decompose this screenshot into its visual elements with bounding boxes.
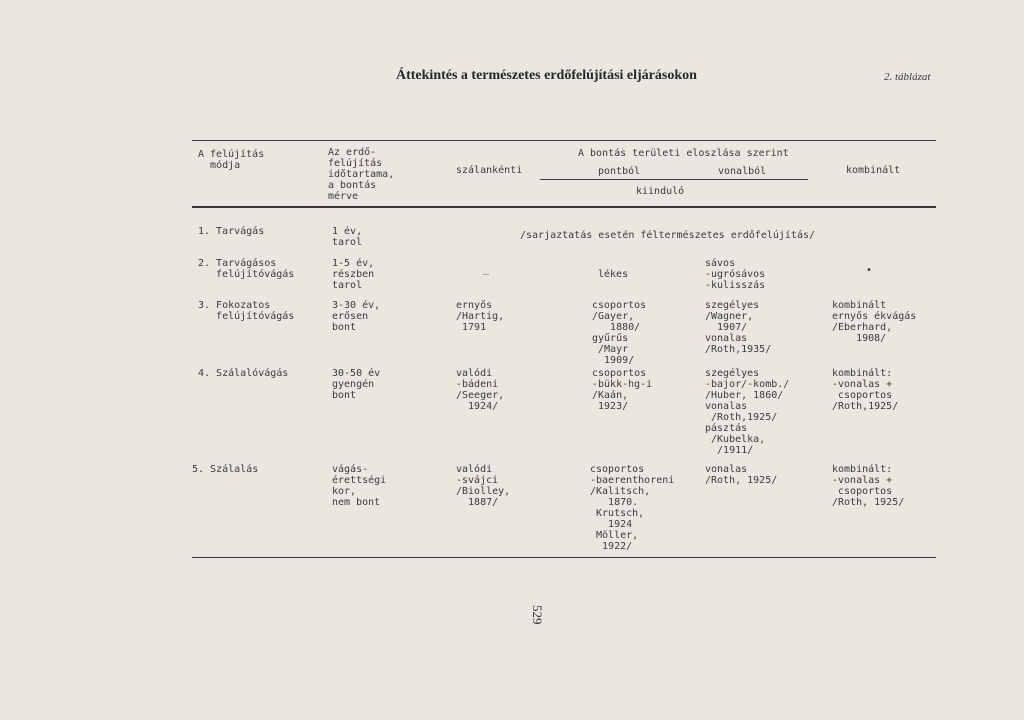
- page-number: 529: [530, 605, 545, 625]
- row4-single: valódi -bádeni /Seeger, 1924/: [456, 368, 505, 412]
- row5-line: vonalas /Roth, 1925/: [705, 464, 778, 486]
- table-number: 2. táblázat: [884, 71, 931, 83]
- row4-method: 4. Szálalóvágás: [198, 368, 289, 379]
- row1-span-note: /sarjaztatás esetén féltermészetes erdőfelújítás/: [520, 230, 816, 241]
- header-col-single: szálankénti: [456, 165, 523, 176]
- row3-method: 3. Fokozatos felújítóvágás: [198, 300, 295, 322]
- row5-combined: kombinált: -vonalas + csoportos /Roth, 1925/: [832, 464, 905, 508]
- table-title: Áttekintés a természetes erdőfelújítási eljárásokon: [396, 68, 697, 83]
- row1-duration: 1 év, tarol: [332, 226, 363, 248]
- row4-duration: 30-50 év gyengén bont: [332, 368, 381, 401]
- row5-single: valódi -svájci /Biolley, 1887/: [456, 464, 511, 508]
- header-kiindulo: kiinduló: [636, 186, 685, 197]
- header-group: A bontás területi eloszlása szerint: [578, 148, 789, 159]
- header-col-duration: Az erdő- felújítás időtartama, a bontás mérve: [328, 147, 395, 202]
- header-col-combined: kombinált: [846, 165, 901, 176]
- table-bottom-rule: [192, 557, 936, 558]
- row3-point: csoportos /Gayer, 1880/ gyűrűs /Mayr 1909/: [592, 300, 647, 366]
- row3-single: ernyős /Hartig, 1791: [456, 300, 505, 333]
- row2-single: _: [483, 264, 490, 275]
- row2-combined: •: [866, 265, 873, 276]
- row4-combined: kombinált: -vonalas + csoportos /Roth,1925/: [832, 368, 899, 412]
- row2-point: lékes: [598, 269, 629, 280]
- row2-line: sávos -ugrósávos -kulisszás: [705, 258, 766, 291]
- row4-point: csoportos -bükk-hg-i /Kaán, 1923/: [592, 368, 653, 412]
- header-col-line: vonalból: [718, 166, 767, 177]
- row3-combined: kombinált ernyős ékvágás /Eberhard, 1908/: [832, 300, 917, 344]
- header-top-rule: [192, 140, 936, 141]
- row2-method: 2. Tarvágásos felújítóvágás: [198, 258, 295, 280]
- row2-duration: 1-5 év, részben tarol: [332, 258, 375, 291]
- row3-duration: 3-30 év, erősen bont: [332, 300, 381, 333]
- header-col-point: pontból: [598, 166, 641, 177]
- row5-point: csoportos -baerenthoreni /Kalitsch, 1870. Krutsch, 1924 Möller, 1922/: [590, 464, 675, 552]
- row5-method: 5. Szálalás: [192, 464, 259, 475]
- row1-method: 1. Tarvágás: [198, 226, 265, 237]
- row3-line: szegélyes /Wagner, 1907/ vonalas /Roth,1935/: [705, 300, 772, 355]
- group-rule: [540, 179, 808, 180]
- header-bottom-rule: [192, 206, 936, 208]
- row4-line: szegélyes -bajor/-komb./ /Huber, 1860/ vonalas /Roth,1925/ pásztás /Kubelka, /1911/: [705, 368, 790, 456]
- header-col-method: A felújítás módja: [198, 149, 265, 171]
- row5-duration: vágás- érettségi kor, nem bont: [332, 464, 387, 508]
